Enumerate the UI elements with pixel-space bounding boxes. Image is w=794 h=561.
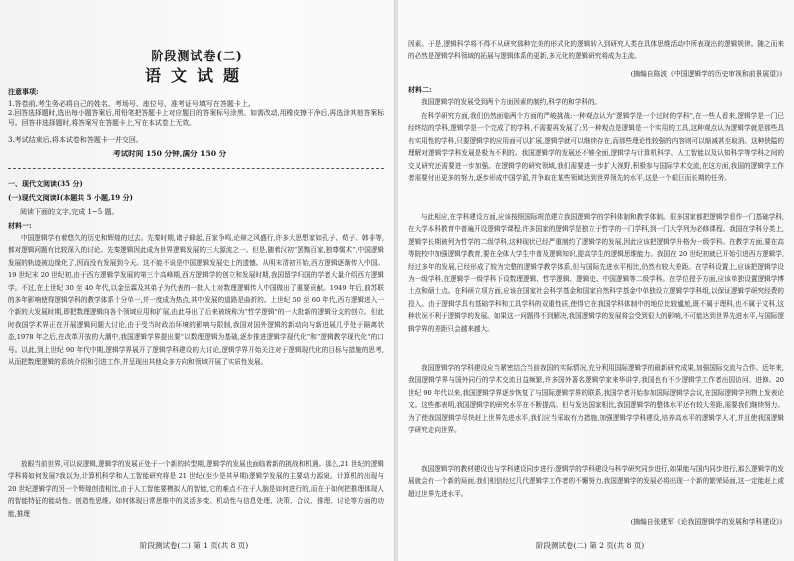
material-1-paragraph-2: 放眼当前世界,可以说逻辑,逻辑学的发展正处于一个新的转型期,逻辑学的发展也面临着新的挑战和机遇。那么,21 世纪的逻辑学科将如何发展?我以为,计算机科学和人工智能研究将是 21 世纪(至少是其早期)逻辑学发展的主要动力源泉。计算机的出现与 20 世纪逻辑学的另一个辉煌创造相比,由于人工智能要模拟人的智能,它的难点不在于人脑是如何进行的,而在于如何把推理体现人的智能特征的能动性、创造性思维。如何体现日常思维中的灵活多变、机动性与信息处理、决策、合议、推理、讨论等方面的功能,推理 xyxy=(8,460,384,518)
time-info: 考试时间 150 分钟,满分 150 分 xyxy=(113,150,227,158)
material-2-paragraph-3: 与此相应,在学科建设方面,应该按照国际规范建立我国逻辑学的学科体制和教学体制。很多国家都把逻辑学看作一门基础学科,在大学本科教育中普遍开设逻辑学课程,许多国家的逻辑学是独立于哲学的一门学科,到一门大学列为必修课程。我国在学科分类上,逻辑学长期被列为哲学的二级学科,这种现状已经严重制约了逻辑学的发展,因此应该把逻辑学升格为一级学科。在教学方面,要在高等院校中加强逻辑学教育,要在全体大学生中普及逻辑知识,提高学生的逻辑思维能力。我国在 20 世纪初就已开始引进西方逻辑学,经过多年的发展,已经形成了较为完整的逻辑学教学体系,但与国际先进水平相比,仍然有较大差距。在学科设置上,应该把逻辑学设为一级学科,在逻辑学一级学科下设数理逻辑、哲学逻辑、逻辑史、中国逻辑等二级学科。在学位授予方面,应该单独设置逻辑学博士点和硕士点。在科研立项方面,应该在国家社会科学基金和国家自然科学基金中单独设立逻辑学学科组,以保证逻辑学研究经费的投入。由于逻辑学具有基础学科和工具学科的双重性质,使得它在我国学科体制中的地位比较尴尬,既不属于理科,也不属于文科,这种状况不利于逻辑学的发展。如果这一问题得不到解决,我国逻辑学的发展将会受到很大的影响,不可能达到世界先进水平,与国际逻辑学界的差距只会越来越大。 xyxy=(408,213,784,333)
material-1-paragraph-1: 中国逻辑学有着悠久的历史和辉煌的过去。先秦时期,诸子蜂起,百家争鸣,论辩之风盛行,许多大思想家如孔子、荀子、韩非等,都对逻辑问题有比较深入的讨论。先秦逻辑因此成为世界逻辑发展的三大源流之一。但是,随着汉初“罢黜百家,独尊儒术”,中国逻辑发展的轨迹被边缘化了,因而没有发展到今天。这不能不说是中国逻辑发展史上的遗憾。从明末清初开始,西方逻辑逐渐传入中国。19 世纪末 20 世纪初,由于西方逻辑学发展的第三个高峰期,西方逻辑学的创立和发展时期,我国留学归国的学者大量介绍西方逻辑学。不过,在上世纪 30 至 40 年代,以金岳霖及其弟子为代表的一批人士对数理逻辑传入中国做出了重要贡献。1949 年后,前苏联的多年影响使得逻辑学科的教学体系十分单一,并一度成为热点,其中发展的道路是曲折的。上世纪 50 至 60 年代,西方逻辑进入一个新的大发展时期,即把数理逻辑向各个领域应用和扩展,由此导出了后来被统称为“哲学逻辑”的一大批新的逻辑分支的创立。但此时我国学术界正在开展逻辑问题大讨论,由于受当时政治环境的影响与限制,我国对国外逻辑的新动向与新进展几乎处于隔离状态,1978 年之后,在改革开放的大潮中,我国逻辑学界提出要“以数理逻辑为基础,逐步推进逻辑学现代化”和“逻辑教学现代化”的口号。以此,到上世纪 90 年代中期,逻辑学界展开了逻辑学科建设的大讨论,逻辑学界开始关注对于逻辑现代化的目标与措施的思考,从而把数理逻辑的系统介绍和引进工作,并呈现出其他众多方向和领域开展了实质性发展。 xyxy=(8,234,384,367)
notice-heading: 注意事项: xyxy=(8,88,39,96)
notice-3: 3.考试结束后,将本试卷和答题卡一并交回。 xyxy=(8,136,143,144)
material-2-paragraph-4: 我国逻辑学的学科建设应当紧密结合当前我国的实际情况,充分利用国际逻辑学的最新研究成果,加强国际交流与合作。近年来,我国逻辑学界与国外同行的学术交流日益频繁,许多国外著名逻辑学家来华讲学,我国也有不少逻辑学工作者出国访问、进修。20 世纪 90 年代以来,我国逻辑学界逐步恢复了与国际逻辑学界的联系,我国学者开始参加国际逻辑学会议,在国际逻辑学刊物上发表论文。这些都表明,我国逻辑学的研究水平在不断提高。但与发达国家相比,我国逻辑学的整体水平还有较大差距,需要我们继续努力。为了使我国逻辑学尽快赶上世界先进水平,我们应当采取有力措施,加强逻辑学学科建设,培养高水平的逻辑学人才,并且使我国逻辑学研究走向世界。 xyxy=(408,364,784,435)
continued-paragraph: 因素。于是,逻辑科学将不得不从研究那种完美的形式化的逻辑转入到研究人类在具体思维活动中所表现出的逻辑规律。随之而来的必然是逻辑学科领域的拓展与逻辑体系的更新,多元化的逻辑研究将成为主流。 xyxy=(408,40,784,61)
page-fold xyxy=(394,0,398,561)
instruction: 阅读下面的文字,完成 1~5 题。 xyxy=(20,208,119,216)
page-footer: 阶段测试卷(二) 第 2 页(共 8 页) xyxy=(536,541,645,550)
page-2 xyxy=(408,0,786,561)
material-2-paragraph-1: 我国逻辑学的发展受到两个方面因素的制约,科学的和学科的。 xyxy=(421,98,602,106)
source-note-2: (摘编自张建军《论我国逻辑学的发展和学科建设》) xyxy=(630,518,782,526)
material-1-label: 材料一: xyxy=(8,222,32,230)
subsection-heading: (一)现代文阅读Ⅰ(本题共 5 小题,19 分) xyxy=(8,194,133,202)
subject-title: 语文试题 xyxy=(144,66,249,85)
page-footer: 阶段测试卷(二) 第 1 页(共 8 页) xyxy=(140,541,249,550)
source-note-1: (摘编自陈波《中国逻辑学的历史审视和前景展望》) xyxy=(630,70,782,78)
notice-1: 1.答卷前,考生务必将自己的姓名、考场号、座位号、准考证号填写在答题卡上。 xyxy=(8,100,255,108)
material-2-paragraph-5: 我国逻辑学的教材建设也与学科建设同步进行:逻辑学的学科建设与科学研究同步进行,如果能与国内同步进行,那么逻辑学的发展就会有一个新的局面,我们相信经过几代逻辑学工作者的不懈努力,我国逻辑学的发展必将出现一个新的繁荣局面,这一定能赶上或超过世界先进水平。 xyxy=(408,465,784,498)
page-1 xyxy=(8,0,386,561)
material-2-paragraph-2: 在科学研究方面,我们仍然面临两个方面的严峻挑战:一种观点认为“逻辑学是一个过时的学科”,在一些人看来,逻辑学是一门已经终结的学科,逻辑学是一个完成了的学科,不需要再发展了;另一种观点是逻辑是一个实用的工具,这种观点认为逻辑学就是那些具有实用性的学科,只要逻辑学的应用面可以扩展,逻辑学就可以继续存在,而那些理论性较强的内容则可以缩减甚至取消。这种狭隘的理解对逻辑学学科发展是极为不利的。我国逻辑学的发展还不够全面,逻辑学与计算机科学、人工智能以及认知科学等学科之间的交叉研究还需要进一步加强。在逻辑学的研究领域,我们需要进一步扩大视野,积极参与国际学术交流,在这方面,我国的逻辑学工作者需要付出更多的努力,逐步形成中国学派,并争取在某些领域达到世界领先的水平,这是一个艰巨而长期的任务。 xyxy=(408,112,784,183)
material-2-label: 材料二: xyxy=(408,86,432,94)
section-heading: 一、现代文阅读(35 分) xyxy=(8,180,83,188)
notice-2: 2.回答选择题时,选出每小题答案后,用铅笔把答题卡上对应题目的答案标号涂黑。如需改动,用橡皮擦干净后,再选涂其他答案标号。回答非选择题时,将答案写在答题卡上,写在本试卷上无效。 xyxy=(8,109,384,127)
divider xyxy=(8,168,384,169)
exam-title: 阶段测试卷(二) xyxy=(151,49,243,63)
